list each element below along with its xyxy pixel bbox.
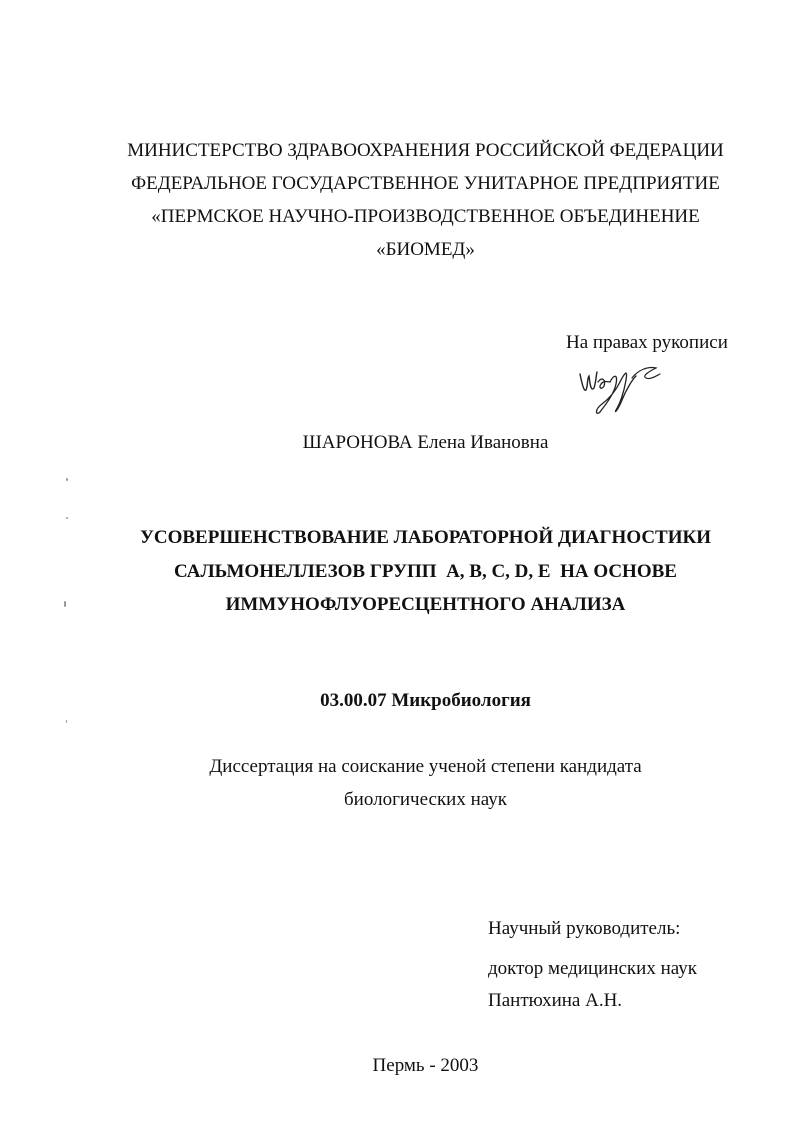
- author-name: ШАРОНОВА Елена Ивановна: [302, 432, 549, 453]
- biomed-line: «БИОМЕД»: [376, 239, 475, 260]
- scan-speck: [66, 478, 68, 481]
- signature-icon: [574, 360, 664, 416]
- supervisor-degree: доктор медицинских наук: [488, 958, 697, 979]
- supervisor-label: Научный руководитель:: [488, 918, 681, 939]
- dissertation-title-line-2: САЛЬМОНЕЛЛЕЗОВ ГРУПП А, В, С, D, Е НА ОСНОВЕ: [174, 561, 677, 582]
- manuscript-note: На правах рукописи: [566, 332, 728, 353]
- degree-line-1: Диссертация на соискание ученой степени кандидата: [209, 756, 642, 777]
- supervisor-name: Пантюхина А.Н.: [488, 990, 623, 1011]
- ministry-line: МИНИСТЕРСТВО ЗДРАВООХРАНЕНИЯ РОССИЙСКОЙ ФЕДЕРАЦИИ: [127, 140, 724, 161]
- scan-speck: [66, 517, 68, 519]
- scan-speck: [66, 720, 67, 723]
- association-line: «ПЕРМСКОЕ НАУЧНО-ПРОИЗВОДСТВЕННОЕ ОБЪЕДИНЕНИЕ: [151, 206, 700, 227]
- dissertation-title-line-3: ИММУНОФЛУОРЕСЦЕНТНОГО АНАЛИЗА: [225, 594, 626, 615]
- city-year: Пермь - 2003: [372, 1055, 479, 1076]
- dissertation-title-line-1: УСОВЕРШЕНСТВОВАНИЕ ЛАБОРАТОРНОЙ ДИАГНОСТИКИ: [139, 527, 712, 548]
- specialty-code: 03.00.07 Микробиология: [320, 690, 531, 711]
- enterprise-line: ФЕДЕРАЛЬНОЕ ГОСУДАРСТВЕННОЕ УНИТАРНОЕ ПРЕДПРИЯТИЕ: [131, 173, 720, 194]
- degree-line-2: биологических наук: [344, 789, 507, 810]
